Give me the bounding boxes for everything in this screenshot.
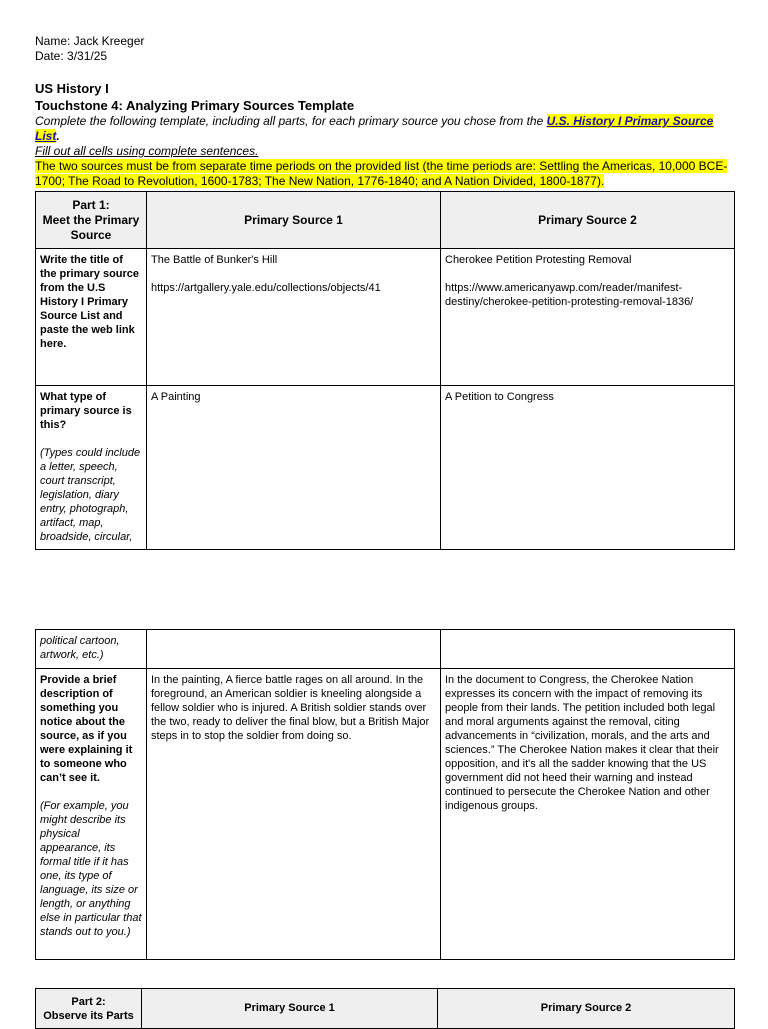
source-type-row-continued	[36, 630, 735, 669]
part1-header-label: Part 1: Meet the Primary Source	[36, 192, 147, 249]
title-link-row	[36, 249, 735, 386]
source-type-hint-continued: political cartoon, artwork, etc.)	[36, 630, 147, 669]
instructions-text: Complete the following template, including all parts, for each primary source you chose from the	[35, 114, 547, 128]
course-title: US History I	[35, 81, 109, 96]
part1-table	[35, 191, 735, 550]
document-header	[35, 34, 735, 189]
description-hint: (For example, you might describe its physical appearance, its formal title if it has one, its type of language, its size or length, or anything else in particular that stands out to you.)	[40, 800, 142, 938]
instructions	[35, 114, 735, 159]
source1-type-continued[interactable]	[147, 630, 441, 669]
part2-header-row	[36, 989, 735, 1029]
part1-header-row	[36, 192, 735, 249]
time-period-note	[35, 159, 735, 189]
part2-primary-source-1-header: Primary Source 1	[142, 989, 438, 1029]
time-period-note-text: The two sources must be from separate time periods on the provided list (the time periods are: Settling the Americas, 10,000 BCE-1700; The Road to Revolution, 1600-1783; The New Nation, 1776-1840; and A Nation Divided, 1800-1877).	[35, 159, 728, 188]
student-name: Name: Jack Kreeger	[35, 34, 145, 48]
description-question: Provide a brief description of something you notice about the source, as if you were explaining it to someone who can’t see it.	[40, 674, 133, 784]
description-question-cell	[36, 669, 147, 960]
primary-source-list-link[interactable]: U.S. History I Primary Source List	[35, 114, 714, 143]
source1-title-link-answer[interactable]: The Battle of Bunker's Hill https://artgallery.yale.edu/collections/objects/41	[147, 249, 441, 386]
instructions-complete-sentences: Fill out all cells using complete sentences.	[35, 144, 259, 158]
source-type-hint: (Types could include a letter, speech, court transcript, legislation, diary entry, photograph, artifact, map, broadside, circular,	[40, 447, 141, 543]
primary-source-2-header: Primary Source 2	[441, 192, 735, 249]
source-type-question: What type of primary source is this?	[40, 391, 132, 431]
description-row	[36, 669, 735, 960]
source-type-question-cell	[36, 386, 147, 550]
submission-date: Date: 3/31/25	[35, 49, 108, 63]
source1-description-answer[interactable]: In the painting, A fierce battle rages on all around. In the foreground, an American soldier is kneeling alongside a fellow soldier who is injured. A British soldier stands over the two, ready to deliver the final blow, but a British Major steps in to stop the soldier from doing so.	[147, 669, 441, 960]
source-type-row	[36, 386, 735, 550]
source2-title-link-answer[interactable]: Cherokee Petition Protesting Removal https://www.americanyawp.com/reader/manifest-destiny/cherokee-petition-protesting-removal-1836/	[441, 249, 735, 386]
part2-primary-source-2-header: Primary Source 2	[438, 989, 735, 1029]
primary-source-1-header: Primary Source 1	[147, 192, 441, 249]
instructions-period: .	[56, 129, 60, 143]
source2-description-answer[interactable]: In the document to Congress, the Cherokee Nation expresses its concern with the impact of removing its people from their lands. The petition included both legal and moral arguments against the removal, citing advancements in “civilization, morals, and the arts and sciences.” The Cherokee Nation makes it clear that their opposition, and it's all the sadder knowing that the US government did not heed their warning and instead continued to persecute the Cherokee Nation and other indigenous groups.	[441, 669, 735, 960]
source2-type-answer[interactable]: A Petition to Congress	[441, 386, 735, 550]
source1-type-answer[interactable]: A Painting	[147, 386, 441, 550]
title-link-question: Write the title of the primary source from the U.S History I Primary Source List and paste the web link here.	[36, 249, 147, 386]
part2-header-label: Part 2: Observe its Parts	[36, 989, 142, 1029]
source2-type-continued[interactable]	[441, 630, 735, 669]
template-title: Touchstone 4: Analyzing Primary Sources Template	[35, 98, 355, 113]
part2-table	[35, 988, 735, 1029]
part1-continued-table	[35, 629, 735, 960]
